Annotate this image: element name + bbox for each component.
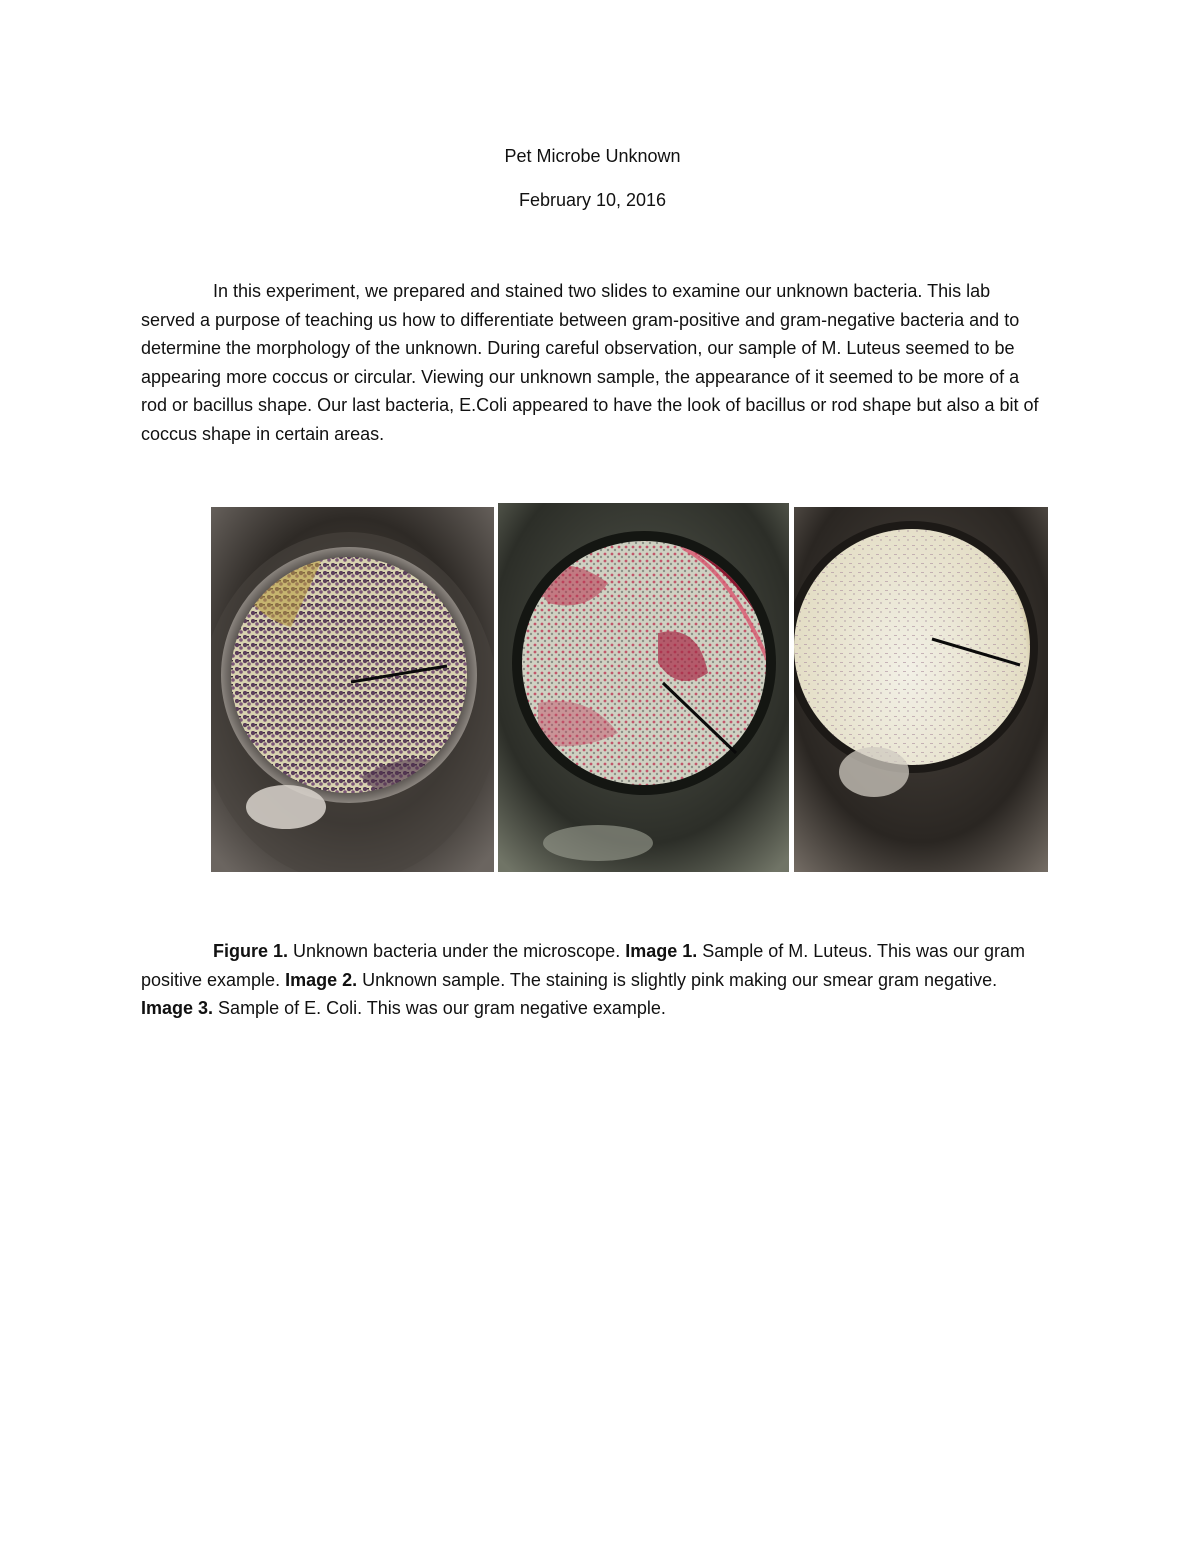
figure-caption: [141, 937, 1046, 1023]
microscope-photo-e-coli: [794, 507, 1048, 872]
body-paragraph: In this experiment, we prepared and stained two slides to examine our unknown bacteria. This lab served a purpose of teaching us how to differentiate between gram-positive and gram-negative bacteria and to determine the morphology of the unknown. During careful observation, our sample of M. Luteus seemed to be appearing more coccus or circular. Viewing our unknown sample, the appearance of it seemed to be more of a rod or bacillus shape. Our last bacteria, E.Coli appeared to have the look of bacillus or rod shape but also a bit of coccus shape in certain areas.: [141, 281, 1039, 444]
caption-image1-label: Image 1.: [625, 941, 698, 961]
caption-image2-label: Image 2.: [285, 969, 358, 990]
figure-row: [211, 503, 1048, 873]
microscope-photo-m-luteus: [211, 507, 494, 872]
caption-image3-text: Sample of E. Coli. This was our gram negative example.: [213, 998, 666, 1019]
caption-figure-text: Unknown bacteria under the microscope.: [288, 941, 626, 961]
microscope-photo-unknown: [498, 503, 789, 872]
document-date: February 10, 2016: [518, 190, 667, 210]
document-title: Pet Microbe Unknown: [504, 146, 681, 166]
caption-figure-label: Figure 1.: [213, 941, 289, 961]
caption-image3-label: Image 3.: [141, 998, 214, 1019]
caption-image1-text: Sample of M. Luteus. This was our gram positive example.: [141, 941, 1026, 990]
caption-image2-text: Unknown sample. The staining is slightly pink making our smear gram negative.: [357, 969, 998, 990]
